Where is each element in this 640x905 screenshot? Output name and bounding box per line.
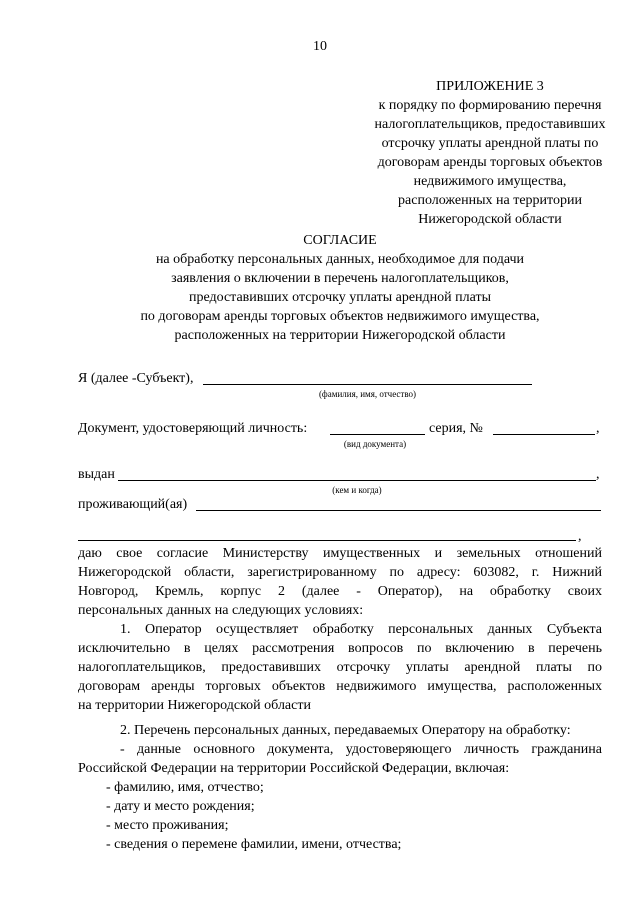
- comma: ,: [578, 529, 582, 544]
- document-type-field[interactable]: [330, 434, 425, 435]
- point1-line: исключительно в целях рассмотрения вопросов по включению в перечень: [78, 641, 602, 656]
- page-number: 10: [313, 39, 327, 54]
- subject-label: Я (далее -Субъект),: [78, 371, 194, 386]
- appendix-line: к порядку по формированию перечня: [378, 98, 602, 113]
- point2-item: - дату и место рождения;: [106, 799, 255, 814]
- body-line: Новгород, Кремль, корпус 2 (далее - Оператор), на обработку своих: [78, 584, 602, 599]
- appendix-line: недвижимого имущества,: [413, 174, 567, 189]
- consent-line: расположенных на территории Нижегородской области: [174, 328, 506, 343]
- document-label: Документ, удостоверяющий личность:: [78, 421, 308, 436]
- subject-name-field[interactable]: [203, 384, 532, 385]
- point2-heading: 2. Перечень персональных данных, передаваемых Оператору на обработку:: [120, 723, 571, 738]
- issued-by-field[interactable]: [118, 480, 596, 481]
- body-line: персональных данных на следующих условиях:: [78, 603, 364, 618]
- point2-line: Российской Федерации на территории Российской Федерации, включая:: [78, 761, 510, 776]
- consent-line: на обработку персональных данных, необходимое для подачи: [155, 252, 525, 267]
- residing-address-field-2[interactable]: [78, 540, 576, 541]
- residing-label: проживающий(ая): [78, 497, 188, 512]
- document-caption: (вид документа): [343, 439, 407, 449]
- comma: ,: [596, 421, 600, 436]
- issued-label: выдан: [78, 467, 115, 482]
- point2-item: - место проживания;: [106, 818, 229, 833]
- appendix-line: отсрочку уплаты арендной платы по: [381, 136, 599, 151]
- point1-line: на территории Нижегородской области: [78, 698, 311, 713]
- issued-caption: (кем и когда): [332, 485, 382, 495]
- document-number-field[interactable]: [493, 434, 595, 435]
- appendix-title: ПРИЛОЖЕНИЕ 3: [436, 79, 544, 94]
- body-line: Нижегородской области, зарегистрированному по адресу: 603082, г. Нижний: [78, 565, 602, 580]
- comma: ,: [596, 467, 600, 482]
- point1-line: 1. Оператор осуществляет обработку персональных данных Субъекта: [120, 622, 602, 637]
- point2-item: - сведения о перемене фамилии, имени, отчества;: [106, 837, 402, 852]
- series-label: серия, №: [429, 421, 483, 436]
- point1-line: налогоплательщиков, предоставивших отсрочку уплаты арендной платы по: [78, 660, 602, 675]
- point2-item: - фамилию, имя, отчество;: [106, 780, 264, 795]
- point2-line: - данные основного документа, удостоверяющего личность гражданина: [120, 742, 602, 757]
- consent-line: по договорам аренды торговых объектов недвижимого имущества,: [140, 309, 540, 324]
- consent-title: СОГЛАСИЕ: [303, 233, 377, 248]
- subject-caption: (фамилия, имя, отчество): [318, 389, 417, 399]
- appendix-line: договорам аренды торговых объектов: [377, 155, 603, 170]
- appendix-line: налогоплательщиков, предоставивших: [374, 117, 606, 132]
- consent-line: предоставивших отсрочку уплаты арендной платы: [188, 290, 492, 305]
- point1-line: договорам аренды торговых объектов недвижимого имущества, расположенных: [78, 679, 602, 694]
- residing-address-field[interactable]: [196, 510, 601, 511]
- body-line: даю свое согласие Министерству имущественных и земельных отношений: [78, 546, 602, 561]
- appendix-line: расположенных на территории: [398, 193, 582, 208]
- appendix-line: Нижегородской области: [418, 212, 562, 227]
- consent-line: заявления о включении в перечень налогоплательщиков,: [171, 271, 509, 286]
